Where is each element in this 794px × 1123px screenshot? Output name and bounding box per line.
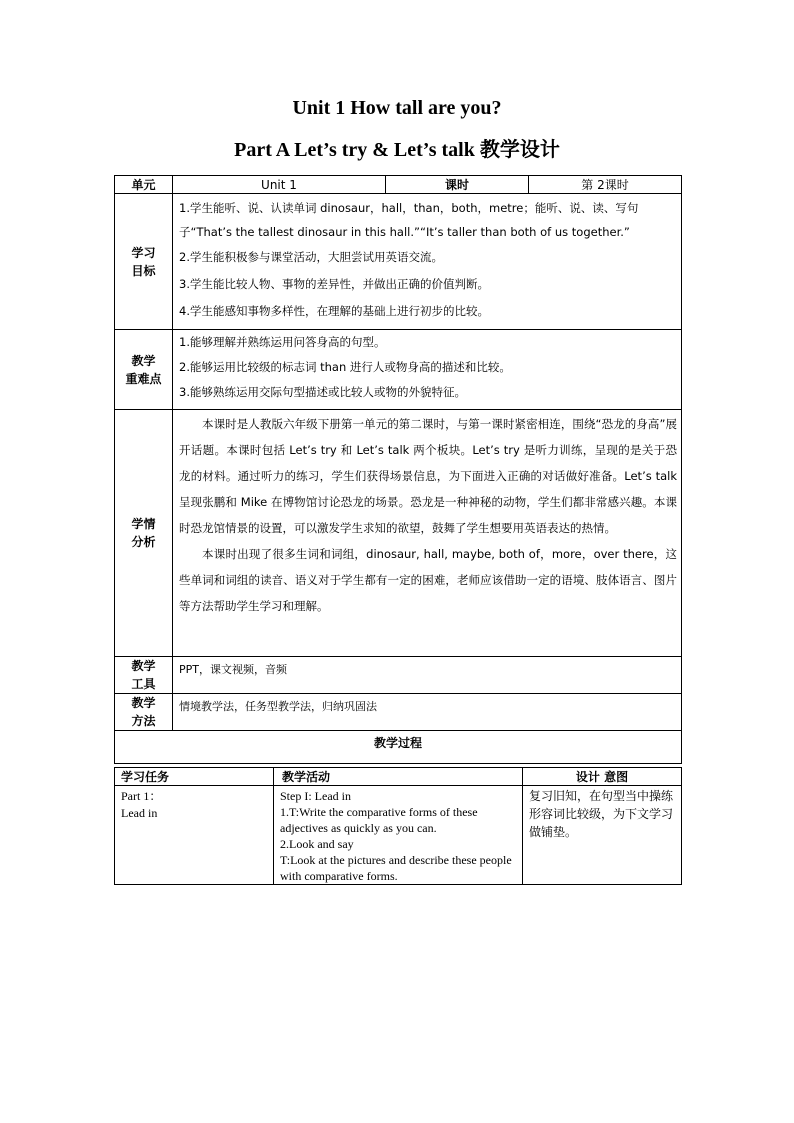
- process-row: [115, 786, 682, 885]
- tools-row: [115, 657, 682, 694]
- keypoints-label-line1: 教学: [131, 353, 156, 368]
- task-line: Lead in: [121, 806, 158, 820]
- analysis-content: [173, 410, 682, 657]
- keypoints-content: [173, 330, 682, 410]
- objective-item: 2.学生能积极参与课堂活动，大胆尝试用英语交流。: [179, 250, 443, 264]
- methods-value: 情境教学法，任务型教学法，归纳巩固法: [173, 694, 682, 731]
- page-title: Unit 1 How tall are you?: [292, 97, 502, 119]
- tools-label-line1: 教学: [131, 659, 156, 673]
- keypoints-row: [115, 330, 682, 410]
- col-task: 学习任务: [115, 768, 274, 786]
- methods-label-line2: 方法: [131, 714, 156, 728]
- lesson-plan-table: [114, 175, 682, 764]
- period-value: 第 2课时: [529, 176, 682, 194]
- process-table: [114, 767, 682, 885]
- activity-line: Step I: Lead in: [280, 789, 351, 803]
- keypoint-item: 1.能够理解并熟练运用问答身高的句型。: [179, 335, 386, 349]
- objectives-content: [173, 194, 682, 330]
- tools-label-line2: 工具: [131, 677, 156, 691]
- analysis-label: [115, 410, 173, 657]
- activity-line: 2.Look and say: [280, 837, 354, 851]
- analysis-paragraph: 本课时出现了很多生词和词组，dinosaur, hall, maybe, both of，more，over there，这些单词和词组的读音、语义对于学生都有一定的困难，老师应该借助一定的语境、肢体语言、图片等方法帮助学生学习和理解。: [179, 547, 677, 613]
- activity-line: 1.T:Write the comparative forms of these adjectives as quickly as you can.: [280, 805, 478, 835]
- tools-label: [115, 657, 173, 694]
- keypoint-item: 2.能够运用比较级的标志词 than 进行人或物身高的描述和比较。: [179, 360, 511, 374]
- col-intent: 设计 意图: [523, 768, 682, 786]
- methods-label-line1: 教学: [131, 696, 156, 710]
- objectives-row: [115, 194, 682, 330]
- keypoints-label: [115, 330, 173, 410]
- keypoint-item: 3.能够熟练运用交际句型描述或比较人或物的外貌特征。: [179, 385, 466, 399]
- objectives-label-line1: 学习: [131, 245, 156, 260]
- col-activity: 教学活动: [274, 768, 523, 786]
- process-header-row: [115, 768, 682, 786]
- keypoints-label-line2: 重难点: [125, 371, 162, 386]
- objectives-label-line2: 目标: [131, 263, 156, 278]
- activity-line: T:Look at the pictures and describe these people with comparative forms.: [280, 853, 512, 883]
- analysis-label-line2: 分析: [131, 535, 156, 549]
- intent-cell: 复习旧知，在句型当中操练形容词比较级，为下文学习做铺垫。: [523, 786, 682, 885]
- objective-item: 3.学生能比较人物、事物的差异性，并做出正确的价值判断。: [179, 277, 489, 291]
- objective-item: 1.学生能听、说、认读单词 dinosaur，hall，than，both，metre；能听、说、读、写句子“That’s the tallest dinosaur in this hall.”“It’s taller than both of us together.”: [179, 201, 639, 239]
- methods-row: [115, 694, 682, 731]
- methods-label: [115, 694, 173, 731]
- activity-cell: [274, 786, 523, 885]
- tools-value: PPT，课文视频，音频: [173, 657, 682, 694]
- analysis-label-line1: 学情: [131, 517, 156, 531]
- unit-value: Unit 1: [173, 176, 386, 194]
- task-line: Part 1：: [121, 789, 162, 803]
- process-title-row: [115, 731, 682, 764]
- task-cell: [115, 786, 274, 885]
- analysis-paragraph: 本课时是人教版六年级下册第一单元的第二课时，与第一课时紧密相连，围绕“恐龙的身高”展开话题。本课时包括 Let’s try 和 Let’s talk 两个板块。Let’s try 是听力训练，呈现的是关于恐龙的材料。通过听力的练习，学生们获得场景信息，为下面进入正确的对话做好准备。Let’s talk 呈现张鹏和 Mike 在博物馆讨论恐龙的场景。恐龙是一种神秘的动物，学生们都非常感兴趣。本课时恐龙馆情景的设置，可以激发学生求知的欲望，鼓舞了学生想要用英语表达的热情。: [179, 417, 677, 535]
- process-title: 教学过程: [115, 731, 682, 764]
- analysis-row: [115, 410, 682, 657]
- objectives-label: [115, 194, 173, 330]
- objective-item: 4.学生能感知事物多样性，在理解的基础上进行初步的比较。: [179, 304, 489, 318]
- page-subtitle: Part A Let’s try & Let’s talk 教学设计: [234, 139, 560, 161]
- header-row: [115, 176, 682, 194]
- unit-label: 单元: [115, 176, 173, 194]
- period-label: 课时: [386, 176, 529, 194]
